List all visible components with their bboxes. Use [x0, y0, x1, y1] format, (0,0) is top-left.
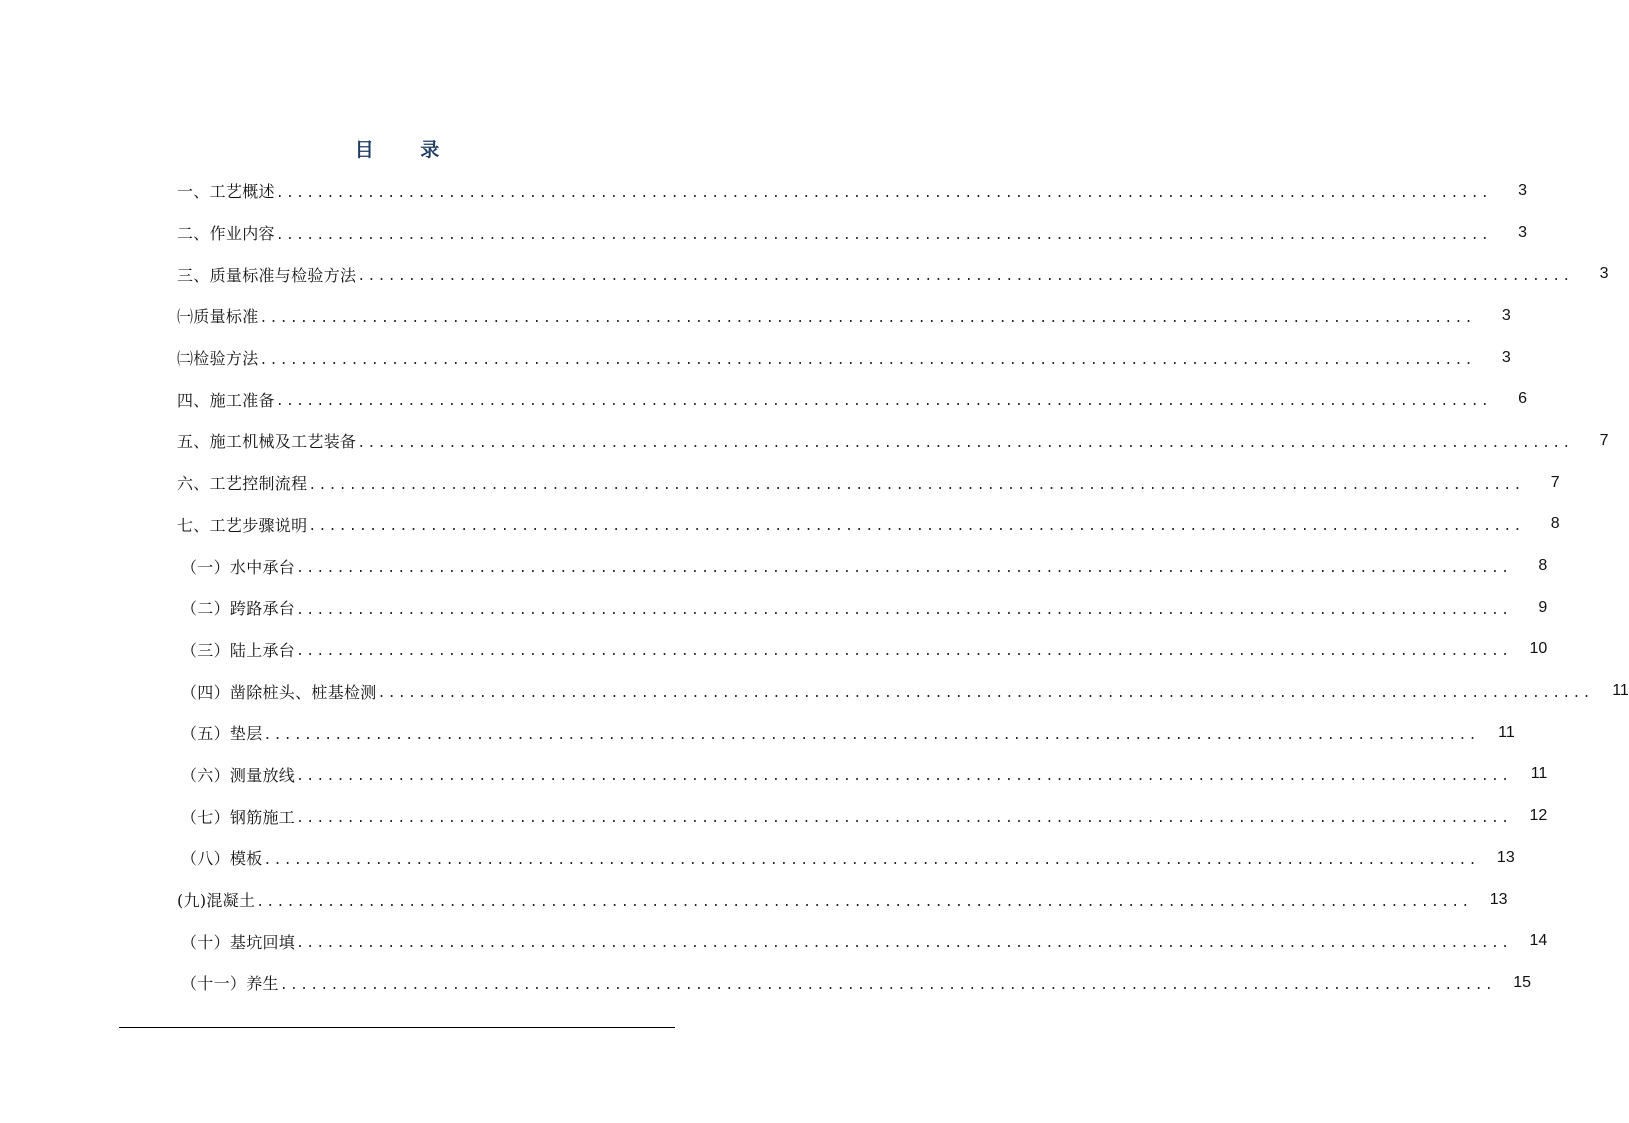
toc-entry-label: （十）基坑回填: [181, 932, 296, 952]
toc-list: [177, 170, 1629, 1004]
toc-entry-page-number: 10: [1529, 640, 1548, 658]
toc-entry[interactable]: [177, 670, 1629, 712]
toc-entry[interactable]: [177, 545, 1548, 587]
dot-leader: ........................................................................................................................: [275, 394, 1492, 410]
dot-leader: ........................................................................................................................: [263, 727, 1479, 743]
toc-entry-label: 二、作业内容: [177, 224, 275, 244]
toc-entry-page-number: 3: [1518, 223, 1528, 241]
toc-entry-label: （七）钢筋施工: [181, 807, 296, 827]
toc-entry-label: 七、工艺步骤说明: [177, 515, 308, 535]
toc-entry[interactable]: [177, 504, 1560, 546]
toc-entry[interactable]: [177, 420, 1609, 462]
dot-leader: ........................................................................................................................: [275, 227, 1492, 243]
toc-entry-label: (九)混凝土: [177, 891, 256, 911]
toc-entry-page-number: 3: [1518, 181, 1528, 199]
dot-leader: ........................................................................................................................: [275, 185, 1492, 201]
toc-entry[interactable]: [177, 337, 1511, 379]
dot-leader: ........................................................................................................................: [357, 435, 1573, 451]
toc-entry-page-number: 7: [1550, 473, 1560, 491]
toc-entry[interactable]: [177, 170, 1528, 212]
toc-entry-page-number: 3: [1501, 306, 1511, 324]
dot-leader: ........................................................................................................................: [296, 644, 1512, 660]
dot-leader: ........................................................................................................................: [259, 310, 1475, 326]
dot-leader: ........................................................................................................................: [259, 352, 1475, 368]
toc-entry-page-number: 14: [1529, 932, 1548, 950]
toc-entry[interactable]: [177, 587, 1548, 629]
toc-entry[interactable]: [177, 879, 1508, 921]
dot-leader: ........................................................................................................................: [296, 561, 1512, 577]
toc-entry-label: 四、施工准备: [177, 390, 275, 410]
dot-leader: ........................................................................................................................: [377, 686, 1593, 702]
toc-entry-label: （十一）养生: [181, 974, 279, 994]
toc-entry[interactable]: [177, 378, 1528, 420]
toc-entry[interactable]: [177, 754, 1548, 796]
toc-entry[interactable]: [177, 462, 1560, 504]
toc-entry-label: （四）凿除桩头、桩基检测: [181, 682, 377, 702]
dot-leader: ........................................................................................................................: [263, 852, 1479, 868]
dot-leader: ........................................................................................................................: [308, 519, 1524, 535]
toc-entry-label: 六、工艺控制流程: [177, 474, 308, 494]
toc-entry-label: ㈠质量标准: [177, 307, 259, 327]
toc-entry-page-number: 15: [1513, 973, 1532, 991]
toc-entry-page-number: 8: [1538, 557, 1548, 575]
toc-entry-page-number: 11: [1612, 682, 1629, 700]
toc-entry-label: （二）跨路承台: [181, 599, 296, 619]
dot-leader: ........................................................................................................................: [296, 602, 1512, 618]
toc-entry[interactable]: [177, 712, 1515, 754]
toc-entry-page-number: 3: [1599, 265, 1609, 283]
toc-entry-label: （一）水中承台: [181, 557, 296, 577]
toc-entry-page-number: 13: [1489, 890, 1508, 908]
toc-entry-label: 五、施工机械及工艺装备: [177, 432, 357, 452]
dot-leader: ........................................................................................................................: [296, 769, 1512, 785]
toc-entry[interactable]: [177, 837, 1515, 879]
toc-entry[interactable]: [177, 629, 1548, 671]
toc-entry-label: （三）陆上承台: [181, 640, 296, 660]
toc-entry[interactable]: [177, 212, 1528, 254]
toc-entry-label: 一、工艺概述: [177, 182, 275, 202]
toc-entry-page-number: 11: [1498, 723, 1515, 741]
toc-title: 目 录: [354, 139, 460, 161]
toc-entry[interactable]: [177, 295, 1511, 337]
footer-rule: [119, 1027, 675, 1028]
toc-entry-label: （八）模板: [181, 849, 263, 869]
dot-leader: ........................................................................................................................: [296, 811, 1512, 827]
toc-entry-label: ㈡检验方法: [177, 349, 259, 369]
dot-leader: ........................................................................................................................: [279, 977, 1496, 993]
toc-entry[interactable]: [177, 962, 1532, 1004]
toc-entry-page-number: 11: [1530, 765, 1548, 783]
toc-entry[interactable]: [177, 253, 1609, 295]
toc-entry-page-number: 12: [1529, 807, 1548, 825]
toc-entry-page-number: 3: [1501, 348, 1511, 366]
dot-leader: ........................................................................................................................: [256, 894, 1472, 910]
toc-entry[interactable]: [177, 795, 1548, 837]
toc-entry-label: 三、质量标准与检验方法: [177, 265, 357, 285]
dot-leader: ........................................................................................................................: [308, 477, 1524, 493]
toc-entry-page-number: 9: [1538, 598, 1548, 616]
toc-entry-page-number: 8: [1550, 515, 1560, 533]
toc-entry-page-number: 7: [1599, 431, 1609, 449]
toc-entry-page-number: 6: [1518, 390, 1528, 408]
toc-entry[interactable]: [177, 920, 1548, 962]
toc-entry-page-number: 13: [1496, 848, 1515, 866]
dot-leader: ........................................................................................................................: [296, 936, 1512, 952]
toc-entry-label: （六）测量放线: [181, 765, 296, 785]
dot-leader: ........................................................................................................................: [357, 269, 1573, 285]
toc-entry-label: （五）垫层: [181, 724, 263, 744]
